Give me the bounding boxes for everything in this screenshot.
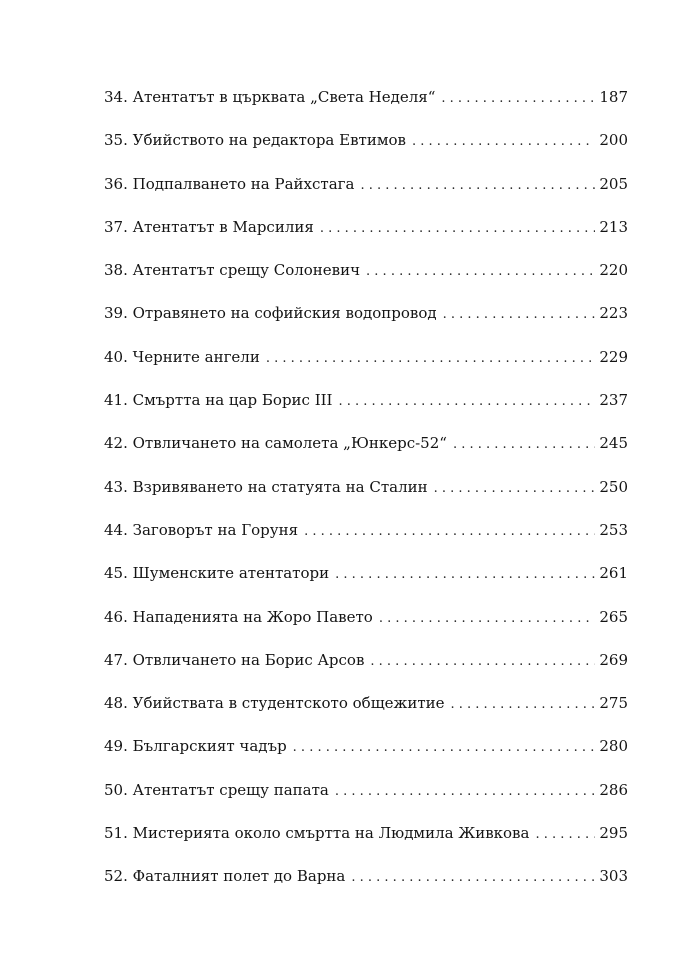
toc-entry-page: 200 [599, 131, 628, 150]
toc-entry-page: 269 [599, 650, 628, 669]
toc-entry-title: 46. Нападенията на Жоро Павето [104, 607, 373, 626]
toc-entry [104, 736, 628, 779]
table-of-contents [104, 87, 628, 910]
toc-dot-leader [535, 825, 595, 845]
toc-entry [104, 217, 628, 260]
toc-dot-leader [379, 609, 596, 629]
toc-entry-title: 34. Атентатът в църквата „Света Неделя“ [104, 88, 436, 106]
toc-entry-title: 37. Атентатът в Марсилия [104, 217, 314, 236]
toc-entry-title: 43. Взривяването на статуята на Сталин [104, 477, 428, 496]
toc-entry-title: 51. Мистерията около смъртта на Людмила Живкова [104, 824, 530, 843]
toc-entry [104, 260, 628, 303]
toc-entry [104, 87, 628, 130]
toc-dot-leader [304, 522, 595, 542]
toc-entry-page: 303 [599, 867, 628, 886]
toc-entry-title: 52. Фаталният полет до Варна [104, 867, 346, 886]
toc-entry-page: 280 [599, 737, 628, 756]
toc-entry-title: 49. Българският чадър [104, 737, 287, 756]
toc-dot-leader [335, 782, 596, 802]
toc-entry [104, 693, 628, 736]
toc-entry [104, 303, 628, 346]
toc-entry [104, 347, 628, 390]
toc-entry-title: 48. Убийствата в студентското общежитие [104, 694, 445, 713]
toc-entry-page: 286 [599, 780, 628, 799]
toc-dot-leader [360, 176, 595, 196]
toc-entry [104, 174, 628, 217]
toc-entry-title: 42. Отвличането на самолета „Юнкерс-52“ [104, 434, 447, 453]
toc-entry-title: 40. Черните ангели [104, 347, 260, 366]
toc-entry-title: 50. Атентатът срещу папата [104, 780, 329, 799]
toc-dot-leader [443, 305, 596, 325]
toc-entry-page: 250 [599, 477, 628, 496]
toc-entry [104, 130, 628, 173]
toc-entry-page: 220 [599, 261, 628, 280]
toc-entry [104, 780, 628, 823]
toc-dot-leader [453, 435, 595, 455]
toc-entry-page: 237 [599, 391, 628, 410]
toc-entry-page: 295 [599, 824, 628, 843]
toc-dot-leader [320, 219, 596, 239]
toc-entry [104, 650, 628, 693]
toc-entry-title: 44. Заговорът на Горуня [104, 520, 299, 539]
toc-entry-page: 205 [599, 174, 628, 193]
toc-entry [104, 823, 628, 866]
toc-dot-leader [412, 132, 595, 152]
toc-entry-page: 245 [599, 434, 628, 453]
toc-entry-page: 229 [599, 347, 628, 366]
toc-entry-page: 275 [599, 694, 628, 713]
toc-entry [104, 520, 628, 563]
toc-dot-leader [351, 868, 595, 888]
toc-entry [104, 607, 628, 650]
toc-entry-title: 39. Отравянето на софийския водопровод [104, 304, 437, 323]
toc-entry-title: 38. Атентатът срещу Солоневич [104, 261, 361, 280]
toc-dot-leader [434, 479, 596, 499]
toc-entry [104, 477, 628, 520]
toc-entry [104, 390, 628, 433]
toc-dot-leader [370, 652, 595, 672]
toc-dot-leader [366, 262, 595, 282]
toc-entry-title: 47. Отвличането на Борис Арсов [104, 650, 365, 669]
toc-entry-page: 187 [599, 88, 628, 106]
toc-entry-page: 223 [599, 304, 628, 323]
toc-dot-leader [451, 695, 596, 715]
toc-entry-page: 261 [599, 564, 628, 583]
toc-dot-leader [441, 89, 595, 109]
toc-entry [104, 866, 628, 909]
toc-entry-page: 213 [599, 217, 628, 236]
toc-entry-page: 265 [599, 607, 628, 626]
toc-dot-leader [335, 565, 595, 585]
toc-entry [104, 433, 628, 476]
toc-entry-title: 36. Подпалването на Райхстага [104, 174, 355, 193]
toc-entry-page: 253 [599, 520, 628, 539]
toc-entry-title: 45. Шуменските атентатори [104, 564, 330, 583]
toc-dot-leader [293, 738, 596, 758]
toc-entry-title: 35. Убийството на редактора Евтимов [104, 131, 406, 150]
toc-dot-leader [339, 392, 596, 412]
toc-dot-leader [266, 349, 596, 369]
toc-entry-title: 41. Смъртта на цар Борис III [104, 391, 333, 410]
toc-entry [104, 563, 628, 606]
